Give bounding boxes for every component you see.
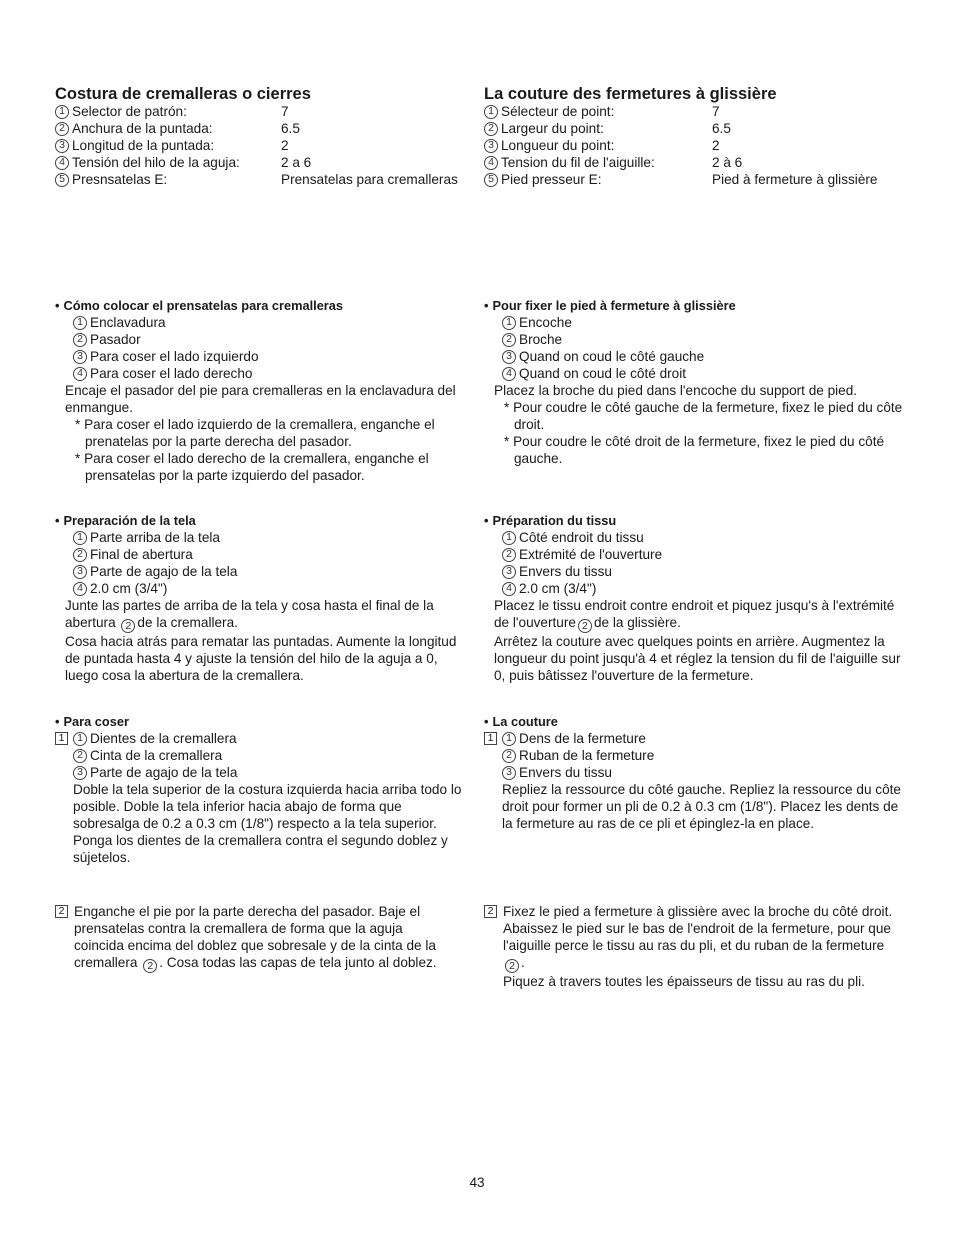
circled-number-icon: 2 [578,619,592,633]
list-item: 2 Final de abertura [73,546,470,563]
page-number: 43 [469,1175,485,1190]
step-number-icon: 2 [484,905,497,918]
step-number-icon: 2 [55,905,68,918]
circled-number-icon: 4 [484,156,498,170]
list-item: 1 Côté endroit du tissu [502,529,904,546]
subsection-title: • Pour fixer le pied à fermeture à glissière [484,298,736,313]
instruction-text: Repliez la ressource du côté gauche. Repliez la ressource du côte droit pour former un pli de 0.2 à 0.3 cm (1/8"). Placez les dents de la fermeture au ras de ce pli et épinglez-la en place. [502,782,901,831]
step-number-icon: 1 [55,732,68,745]
setting-label: Presnsatelas E: [72,172,168,187]
subsection-title: • Para coser [55,714,129,729]
list-item: 4 Para coser el lado derecho [73,365,470,382]
foot-section-fr [484,297,904,467]
setting-row [484,171,877,188]
circled-number-icon: 1 [55,105,69,119]
list-item: 1 Enclavadura [73,314,470,331]
callout-list [484,747,904,781]
sewing-section-fr [484,713,904,832]
note-text: * Para coser el lado izquierdo de la cremallera, enganche el prenatelas por la parte derecha del pasador. [75,417,435,449]
callout-list [484,529,904,597]
circled-number-icon: 4 [55,156,69,170]
circled-number-icon: 3 [73,766,87,780]
circled-number-icon: 1 [502,732,516,746]
circled-number-icon: 2 [121,619,135,633]
circled-number-icon: 1 [73,732,87,746]
list-item: 1 1 Dientes de la cremallera [55,730,470,747]
circled-number-icon: 1 [502,531,516,545]
circled-number-icon: 2 [502,548,516,562]
setting-label: Longueur du point: [501,138,615,153]
instruction-text: Fixez le pied a fermeture à glissière avec la broche du côté droit. Abaissez le pied sur le bas de l'endroit de la fermeture, pour que l'aiguille perce le tissu au ras du pli, et du ruban de la fermeture 2 . Piquez à travers toutes les épaisseurs de tissu au ras du pli. [503,904,893,990]
list-item: 3 Quand on coud le côté gauche [502,348,904,365]
subsection-title: • Cómo colocar el prensatelas para cremalleras [55,298,344,313]
list-item: 1 Parte arriba de la tela [73,529,470,546]
setting-label: Selector de patrón: [72,104,187,119]
circled-number-icon: 4 [73,367,87,381]
circled-number-icon: 4 [502,582,516,596]
setting-row [55,120,458,137]
instruction-text: Doble la tela superior de la costura izquierda hacia arriba todo lo posible. Doble la tela inferior hacia abajo de forma que sobresalga de 0.2 a 0.3 cm (1/8") respecto a la tela superior. Ponga los dientes de la cremallera contra el segundo doblez y sújetelos. [73,782,462,865]
setting-row [55,154,458,171]
circled-number-icon: 1 [484,105,498,119]
callout-list [55,747,470,781]
setting-value: Prensatelas para cremalleras [281,172,458,187]
setting-value: 7 [281,104,289,119]
circled-number-icon: 3 [502,350,516,364]
note-text: * Para coser el lado derecho de la cremallera, enganche el prensatelas por la parte izquierdo del pasador. [75,451,429,483]
circled-number-icon: 5 [55,173,69,187]
list-item: 2 Broche [502,331,904,348]
setting-row [484,154,877,171]
subsection-title: • Préparation du tissu [484,513,617,528]
instruction-text: Placez la broche du pied dans l'encoche du support de pied. * Pour coudre le côté gauche de la fermeture, fixez le pied du côte droit. * Pour coudre le côté droit de la fermeture, fixez le pied du côté gauche. [494,383,903,466]
setting-row [55,103,458,120]
circled-number-icon: 5 [484,173,498,187]
note-text: * Pour coudre le côté gauche de la fermeture, fixez le pied du côte droit. [504,400,903,432]
circled-number-icon: 3 [484,139,498,153]
setting-value: Pied à fermeture à glissière [712,172,878,187]
setting-label: Largeur du point: [501,121,604,136]
section-title-fr: La couture des fermetures à glissière [484,85,777,103]
circled-number-icon: 2 [502,749,516,763]
circled-number-icon: 3 [502,766,516,780]
circled-number-icon: 1 [502,316,516,330]
setting-value: 2 [712,138,720,153]
setting-label: Tension du fil de l'aiguille: [501,155,655,170]
fabric-section-fr [484,512,904,684]
foot-section-es [55,297,470,484]
circled-number-icon: 2 [73,333,87,347]
list-item: 3 Para coser el lado izquierdo [73,348,470,365]
setting-label: Sélecteur de point: [501,104,615,119]
step2-es [55,903,455,973]
callout-list [55,529,470,597]
list-item: 3 Envers du tissu [502,764,904,781]
settings-list-fr [484,103,877,188]
circled-number-icon: 2 [73,749,87,763]
circled-number-icon: 4 [73,582,87,596]
list-item: 3 Envers du tissu [502,563,904,580]
list-item: 2 Pasador [73,331,470,348]
setting-row [484,120,877,137]
circled-number-icon: 3 [502,565,516,579]
setting-value: 2 a 6 [281,155,312,170]
step2-fr [484,903,904,990]
list-item: 4 2.0 cm (3/4") [502,580,904,597]
circled-number-icon: 1 [73,316,87,330]
instruction-text: Enganche el pie por la parte derecha del pasador. Baje el prensatelas contra la cremallera de forma que la aguja coincida encima del doblez que sobresale y de la cinta de la cremallera 2 . Cosa todas las capas de tela junto al doblez. [74,904,437,972]
setting-value: 6.5 [712,121,731,136]
setting-label: Tensión del hilo de la aguja: [72,155,240,170]
callout-list [484,314,904,382]
list-item: 2 Ruban de la fermeture [502,747,904,764]
section-title-es: Costura de cremalleras o cierres [55,85,311,103]
setting-value: 2 [281,138,289,153]
subsection-title: • La couture [484,714,558,729]
circled-number-icon: 3 [73,350,87,364]
note-text: * Pour coudre le côté droit de la fermeture, fixez le pied du côté gauche. [504,434,885,466]
list-item: 2 Cinta de la cremallera [73,747,470,764]
circled-number-icon: 2 [502,333,516,347]
sewing-section-es [55,713,470,866]
circled-number-icon: 2 [505,959,519,973]
list-item: 4 Quand on coud le côté droit [502,365,904,382]
instruction-text: Encaje el pasador del pie para cremalleras en la enclavadura del enmangue. * Para coser el lado izquierdo de la cremallera, enganche el prenatelas por la parte derecha del pasador. * Para coser el lado derecho de la cremallera, enganche el prensatelas por la parte izquierdo del pasador. [55,382,470,484]
step-number-icon: 1 [484,732,497,745]
circled-number-icon: 2 [143,959,157,973]
setting-label: Pied presseur E: [501,172,602,187]
fabric-section-es [55,512,470,684]
instruction-text: Placez le tissu endroit contre endroit et piquez jusqu's à l'extrémité de l'ouverture 2 de la glissière. Arrêtez la couture avec quelques points en arrière. Augmentez la longueur du point jusqu'à 4 et réglez la tension du fil de l'aiguille sur 0, puis bâtissez l'ouverture de la fermeture. [494,598,901,684]
setting-row [484,103,877,120]
list-item: 3 Parte de agajo de la tela [73,563,470,580]
circled-number-icon: 2 [73,548,87,562]
list-item: 3 Parte de agajo de la tela [73,764,470,781]
setting-row [55,137,458,154]
subsection-title: • Preparación de la tela [55,513,196,528]
callout-list [55,314,470,382]
circled-number-icon: 2 [484,122,498,136]
circled-number-icon: 3 [55,139,69,153]
setting-value: 6.5 [281,121,300,136]
circled-number-icon: 3 [73,565,87,579]
circled-number-icon: 1 [73,531,87,545]
setting-label: Longitud de la puntada: [72,138,215,153]
setting-label: Anchura de la puntada: [72,121,213,136]
circled-number-icon: 2 [55,122,69,136]
instruction-text: Junte las partes de arriba de la tela y cosa hasta el final de la abertura 2 de la cremallera. Cosa hacia atrás para rematar las puntadas. Aumente la longitud de puntada hasta 4 y ajuste la tensión del hilo de la aguja a 0, luego cosa la abertura de la cremallera. [65,598,457,684]
list-item: 1 1 Dens de la fermeture [484,730,904,747]
setting-row [484,137,877,154]
list-item: 2 Extrémité de l'ouverture [502,546,904,563]
list-item: 1 Encoche [502,314,904,331]
settings-list-es [55,103,458,188]
circled-number-icon: 4 [502,367,516,381]
setting-value: 2 à 6 [712,155,743,170]
list-item: 4 2.0 cm (3/4") [73,580,470,597]
setting-value: 7 [712,104,720,119]
setting-row [55,171,458,188]
